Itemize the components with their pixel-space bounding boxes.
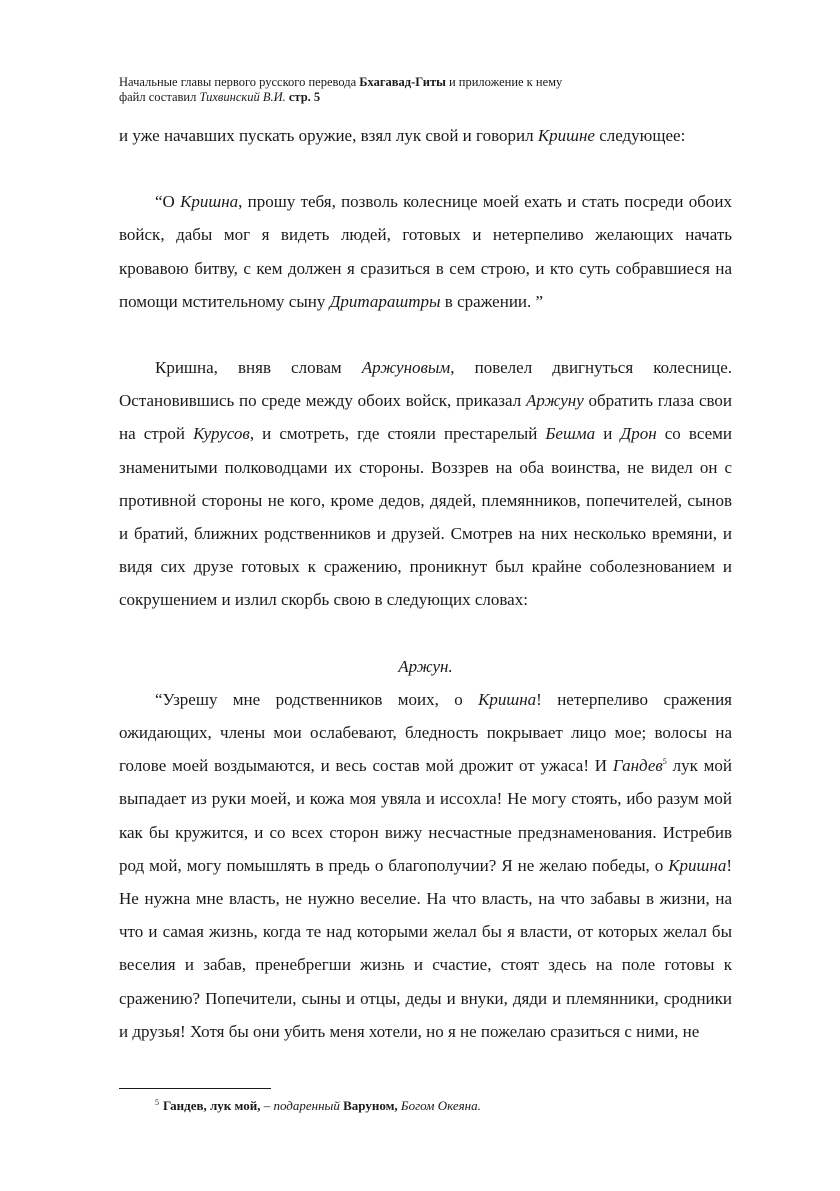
italic-name: Кришне [537, 126, 595, 145]
italic-name: Кришна [180, 192, 239, 212]
text-run: Кришна, вняв словам [155, 358, 362, 378]
text-run: , и смотреть, где стояли престарелый [249, 424, 546, 444]
text-run: “Узрешу мне родственников моих, о [155, 689, 479, 709]
italic-name: Бешма [545, 424, 596, 444]
text-run: ! Не нужна мне власть, не нужно веселие. На что власть, на что забавы в жизни, на что и самая жизнь, когда те над которыми желал бы я власти, от которых желал бы веселия и забав, пренебрегши жизнь и счастие, стоят здесь на поле готовы к сражению? Попечители, сыны и отцы, деды и внуки, дяди и племянники, сродники и друзья! Хотя бы они убить меня хотели, но я не пожелаю сразиться с ними, не [119, 855, 732, 1041]
italic-name: Кришна [478, 689, 537, 709]
paragraph-1 [119, 119, 732, 152]
italic-name: Дрон [620, 424, 657, 444]
paragraph-4 [119, 683, 732, 1048]
text-run: в сражении. ” [440, 291, 544, 311]
header-book-title: Бхагавад-Гиты [359, 75, 446, 89]
speaker-name: Аржун. [398, 656, 453, 676]
text-run: Богом Океяна. [400, 1098, 481, 1113]
text-run: обратить глаза свои на строй [119, 391, 732, 444]
text-run: и уже начавших пускать оружие, взял лук свой и говорил [119, 126, 538, 145]
footnote-reference[interactable]: 5 [662, 757, 667, 767]
text-run: подаренный [273, 1098, 340, 1113]
speaker-heading [119, 650, 732, 683]
footnote-term: Варуном, [339, 1098, 398, 1113]
header-line-1 [119, 75, 739, 90]
paragraph-3 [119, 351, 732, 617]
body-text [119, 119, 732, 1048]
header-line-2 [119, 90, 739, 105]
footnote-number: 5 [155, 1098, 159, 1107]
italic-name: Аржуновым [361, 358, 451, 378]
italic-name: Курусов [193, 424, 250, 444]
italic-name: Гандев [612, 756, 663, 776]
header-text: файл составил [119, 90, 200, 104]
page-number: стр. 5 [285, 90, 321, 104]
text-run: следующее: [594, 126, 686, 145]
header-author: Тихвинский В.И. [199, 90, 286, 104]
paragraph-gap [119, 152, 732, 185]
paragraph-2 [119, 185, 732, 318]
text-run: и [595, 424, 621, 444]
header-text: и приложение к нему [445, 75, 563, 89]
footnote-term: Гандев, лук мой, [163, 1098, 261, 1113]
footnote-separator [119, 1088, 271, 1089]
italic-name: Дритараштры [329, 291, 441, 311]
running-header [119, 75, 739, 105]
paragraph-gap [119, 318, 732, 351]
text-run: ! нетерпеливо сражения ожидающих, члены мои ослабевают, бледность покрывает лицо мое; волосы на голове моей воздымаются, и весь состав мой дрожит от ужаса! И [119, 689, 732, 776]
italic-name: Аржуну [525, 391, 584, 411]
footnote [155, 1094, 755, 1115]
text-run: лук мой выпадает из руки моей, и кожа моя увяла и иссохла! Не могу стоять, ибо разум мой как бы кружится, и со всех сторон вижу несчастные предзнаменования. Истребив род мой, могу помышлять в предь о благополучии? Я не желаю победы, о [119, 756, 732, 875]
italic-name: Кришна [668, 855, 727, 875]
text-run: – [260, 1098, 274, 1113]
text-run: со всеми знаменитыми полководцами их стороны. Воззрев на оба воинства, не видел он с противной стороны не кого, кроме дедов, дядей, племянников, попечителей, сынов и братий, ближних родственников и друзей. Смотрев на них несколько времяни, и видя сих друзе готовых к сражению, проникнут был крайне соболезнованием и сокрушением и излил скорбь свою в следующих словах: [119, 424, 732, 610]
text-run: , прошу тебя, позволь колеснице моей ехать и стать посреди обоих войск, дабы мог я видеть людей, готовых и нетерпеливо желающих начать кровавою битву, с кем должен я сразиться в сем строю, и кто суть собравшиеся на помощи мстительному сыну [119, 192, 732, 311]
text-run: “О [155, 192, 181, 212]
text-run: , повелел двигнуться колеснице. Остановившись по среде между обоих войск, приказал [119, 358, 733, 411]
paragraph-gap [119, 617, 732, 650]
header-text: Начальные главы первого русского перевода [119, 75, 360, 89]
